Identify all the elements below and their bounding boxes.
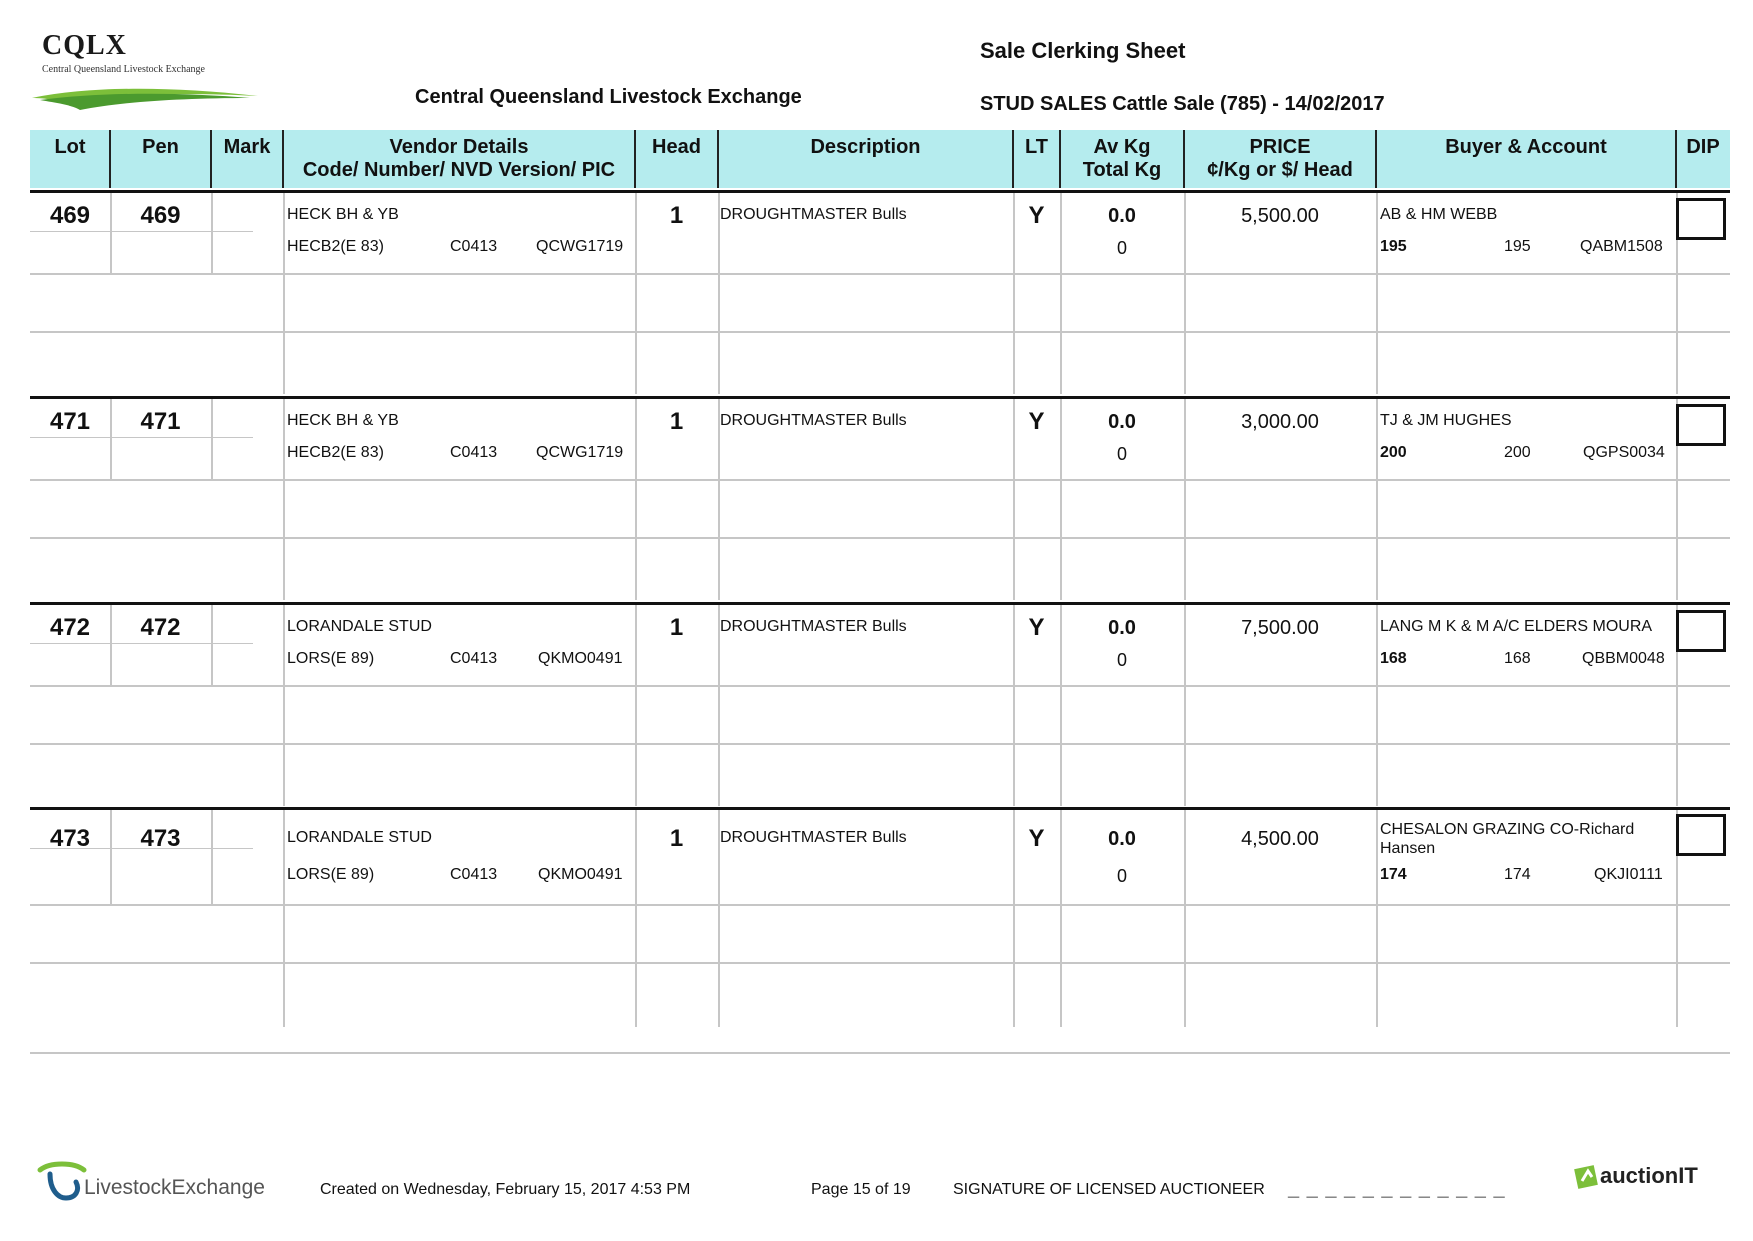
col-lt: LT [1025,136,1048,158]
buyer-pic: QBBM0048 [1582,650,1665,667]
vendor-number: C0413 [450,444,498,461]
lot-number: 473 [49,825,91,852]
buyer-code: 174 [1380,866,1407,883]
livestock-exchange-logo-icon [36,1160,88,1204]
description: DROUGHTMASTER Bulls [720,412,907,429]
pen-number: 469 [140,202,181,229]
vendor-name: HECK BH & YB [287,206,399,223]
buyer-pic: QKJI0111 [1594,866,1663,883]
price: 4,500.00 [1241,828,1319,850]
vendor-code: LORS(E 89) [287,866,375,883]
av-kg: 0.0 [1108,205,1136,227]
vendor-number: C0413 [450,238,498,255]
auctionit-logo-icon [1574,1163,1600,1189]
av-kg: 0.0 [1108,617,1136,639]
buyer-number: 195 [1504,238,1531,255]
buyer-code: 168 [1380,650,1407,667]
sheet-title: Sale Clerking Sheet [980,38,1186,63]
org-name: Central Queensland Livestock Exchange [415,86,802,108]
buyer-pic: QABM1508 [1580,238,1663,255]
vendor-code: HECB2(E 83) [287,238,384,255]
head-count: 1 [669,614,684,641]
vendor-code: HECB2(E 83) [287,444,384,461]
cqlx-swoosh-icon [30,84,260,114]
vendor-pic: QKMO0491 [538,650,623,667]
created-date: Created on Wednesday, February 15, 2017 4:53 PM [320,1181,691,1198]
buyer-number: 168 [1504,650,1531,667]
col-head: Head [652,136,701,158]
lt-flag: Y [1028,202,1045,229]
price: 3,000.00 [1241,411,1319,433]
vendor-name: LORANDALE STUD [287,618,432,635]
buyer-code: 195 [1380,238,1407,255]
buyer-code: 200 [1380,444,1407,461]
vendor-pic: QCWG1719 [536,238,624,255]
total-kg: 0 [1116,650,1127,670]
pen-number: 472 [140,614,181,641]
head-count: 1 [669,825,684,852]
price: 7,500.00 [1241,617,1319,639]
pen-number: 473 [140,825,181,852]
vendor-number: C0413 [450,650,498,667]
buyer-number: 174 [1504,866,1531,883]
buyer-number: 200 [1504,444,1531,461]
head-count: 1 [669,202,684,229]
vendor-name: HECK BH & YB [287,412,399,429]
buyer-name: CHESALON GRAZING CO-Richard Hansen [1380,821,1635,857]
lot-number: 471 [49,408,91,435]
description: DROUGHTMASTER Bulls [720,829,907,846]
auctionit-logo: auctionIT [1600,1163,1698,1188]
buyer-name: TJ & JM HUGHES [1380,412,1512,429]
total-kg: 0 [1116,866,1127,886]
pen-number: 471 [140,408,181,435]
lot-number: 469 [49,202,91,229]
sale-title: STUD SALES Cattle Sale (785) - 14/02/2017 [980,93,1385,115]
vendor-code: LORS(E 89) [287,650,375,667]
av-kg: 0.0 [1108,828,1136,850]
description: DROUGHTMASTER Bulls [720,618,907,635]
buyer-name: AB & HM WEBB [1380,206,1498,223]
livestock-exchange-logo: LivestockExchange [84,1176,265,1199]
lt-flag: Y [1028,408,1045,435]
dip-checkbox[interactable] [1676,198,1726,240]
table-header [30,130,1730,188]
vendor-name: LORANDALE STUD [287,829,432,846]
col-buyer: Buyer & Account [1445,136,1607,158]
col-dip: DIP [1686,136,1720,158]
description: DROUGHTMASTER Bulls [720,206,907,223]
col-kg: Av Kg Total Kg [1082,136,1162,181]
av-kg: 0.0 [1108,411,1136,433]
lt-flag: Y [1028,825,1045,852]
cqlx-logo-subtitle: Central Queensland Livestock Exchange [42,64,205,75]
lt-flag: Y [1028,614,1045,641]
price: 5,500.00 [1241,205,1319,227]
col-price: PRICE ¢/Kg or $/ Head [1207,136,1353,181]
signature-line: _ _ _ _ _ _ _ _ _ _ _ _ [1288,1178,1506,1200]
col-mark: Mark [223,136,271,158]
cqlx-logo: CQLX [42,30,127,61]
vendor-pic: QCWG1719 [536,444,624,461]
col-pen: Pen [142,136,179,158]
col-lot: Lot [54,136,86,158]
total-kg: 0 [1116,444,1127,464]
head-count: 1 [669,408,684,435]
dip-checkbox[interactable] [1676,610,1726,652]
vendor-number: C0413 [450,866,498,883]
signature-label: SIGNATURE OF LICENSED AUCTIONEER [953,1181,1265,1198]
dip-checkbox[interactable] [1676,814,1726,856]
vendor-pic: QKMO0491 [538,866,623,883]
dip-checkbox[interactable] [1676,404,1726,446]
buyer-name: LANG M K & M A/C ELDERS MOURA [1380,618,1653,635]
page-number: Page 15 of 19 [811,1181,911,1198]
total-kg: 0 [1116,238,1127,258]
col-vendor: Vendor Details Code/ Number/ NVD Version/ PIC [302,136,616,181]
lot-number: 472 [49,614,91,641]
buyer-pic: QGPS0034 [1583,444,1665,461]
col-description: Description [810,136,921,158]
